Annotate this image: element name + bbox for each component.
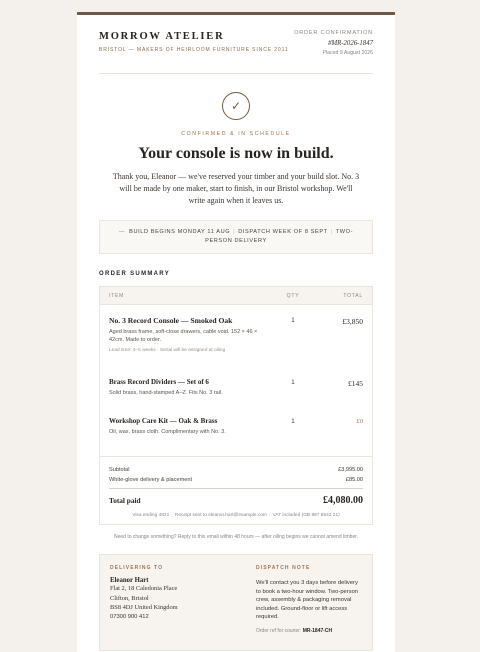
- table-row: [100, 316, 372, 353]
- item-qty: 1: [291, 379, 295, 386]
- total-value: £4,080.00: [323, 494, 363, 506]
- order-number: #MR-2026-1847: [328, 40, 373, 47]
- courier-ref-value: MR-1847-CH: [302, 627, 333, 634]
- payment-card: Visa ending 4821: [132, 513, 170, 518]
- recipient-phone: 07300 900 412: [110, 613, 149, 620]
- order-summary-title: ORDER SUMMARY: [99, 271, 171, 277]
- item-name: Brass Record Dividers — Set of 6: [109, 378, 209, 386]
- column-item: ITEM: [109, 292, 125, 299]
- column-total: TOTAL: [343, 292, 363, 299]
- item-qty: 1: [291, 418, 295, 425]
- subtotal-label: Subtotal: [109, 467, 130, 473]
- build-date: BUILD BEGINS MONDAY 11 AUG: [129, 229, 231, 235]
- dispatch-note-text: We'll contact you 3 days before delivery to book a two-hour window. Two-person crew, assembly & packaging removal included. Ground-floor or lift access required.: [256, 580, 359, 620]
- schedule-dash: —: [118, 229, 126, 235]
- payment-separator: ·: [268, 513, 271, 518]
- item-qty: 1: [291, 317, 295, 324]
- schedule-separator: |: [233, 229, 236, 235]
- table-row: [100, 417, 372, 436]
- address-panel: [99, 554, 373, 651]
- courier-ref: [256, 628, 362, 634]
- dispatch-week: DISPATCH WEEK OF 8 SEPT: [238, 229, 328, 235]
- order-summary-table: [99, 286, 373, 525]
- schedule-separator: |: [330, 229, 333, 235]
- schedule-banner: [99, 220, 373, 254]
- address-line: BS8 4DJ United Kingdom: [110, 604, 178, 612]
- item-description: Oil, wax, brass cloth. Complimentary with No. 3.: [109, 429, 226, 435]
- email-header: [99, 15, 373, 73]
- column-qty: QTY: [286, 292, 300, 299]
- delivery-value: £85.00: [345, 477, 363, 483]
- email-card: [77, 12, 395, 652]
- status-label: CONFIRMED & IN SCHEDULE: [181, 131, 291, 137]
- vat-info: VAT included (GB 987 6543 21): [272, 513, 340, 518]
- item-price: £3,850: [342, 317, 363, 326]
- receipt-info: Receipt sent to eleanor.hart@example.com: [174, 513, 267, 518]
- totals-block: [100, 456, 372, 506]
- brand-tagline: BRISTOL — MAKERS OF HEIRLOOM FURNITURE SINCE 2011: [99, 47, 289, 53]
- item-price: £145: [348, 379, 363, 388]
- table-header: [100, 287, 372, 305]
- order-date: Placed 9 August 2026: [322, 50, 373, 56]
- dispatch-note-label: DISPATCH NOTE: [256, 565, 311, 571]
- page-title: Your console is now in build.: [138, 145, 334, 162]
- total-label: Total paid: [109, 495, 141, 505]
- delivery-label: White-glove delivery & placement: [109, 477, 193, 483]
- payment-separator: ·: [171, 513, 173, 518]
- header-divider: [99, 73, 373, 74]
- item-description: Solid brass, hand-stamped A–Z. Fits No. 3 rail.: [109, 390, 223, 396]
- help-note: Need to change something? Reply to this email within 48 hours — after oiling begins we cannot amend timber.: [113, 534, 359, 540]
- delivery-address: [110, 565, 252, 634]
- intro-message: Thank you, Eleanor — we've reserved your timber and your build slot. No. 3 will be made by one maker, start to finish, in our Bristol workshop. We'll write again when it leaves us.: [112, 172, 360, 205]
- order-label: ORDER CONFIRMATION: [294, 30, 373, 36]
- brand-name: MORROW ATELIER: [99, 31, 225, 42]
- delivery-row: [109, 475, 363, 485]
- table-row: [100, 378, 372, 397]
- item-description: Aged brass frame, soft-close drawers, cable void. 152 × 46 × 42cm. Made to order.: [109, 329, 258, 343]
- item-name: Workshop Care Kit — Oak & Brass: [109, 417, 218, 425]
- item-price: £0: [356, 418, 363, 425]
- dispatch-note: [252, 565, 362, 634]
- order-meta: [294, 30, 373, 73]
- courier-ref-label: Order ref for courier:: [256, 627, 302, 634]
- address-line: Flat 2, 18 Caledonia Place: [110, 585, 178, 592]
- subtotal-row: [109, 465, 363, 475]
- check-circle-icon: ✓: [222, 92, 250, 120]
- subtotal-value: £3,995.00: [338, 467, 363, 473]
- payment-info: [100, 506, 372, 524]
- brand-block: [99, 30, 289, 73]
- item-name: No. 3 Record Console — Smoked Oak: [109, 316, 233, 325]
- delivery-address-label: DELIVERING TO: [110, 565, 164, 571]
- recipient-name: Eleanor Hart: [110, 577, 149, 584]
- address-line: Clifton, Bristol: [110, 594, 149, 602]
- total-row: [109, 488, 363, 506]
- delivery-type: TWO-PERSON DELIVERY: [205, 229, 354, 244]
- item-meta: Lead time: 4–5 weeks · Serial will be assigned at oiling: [109, 348, 226, 353]
